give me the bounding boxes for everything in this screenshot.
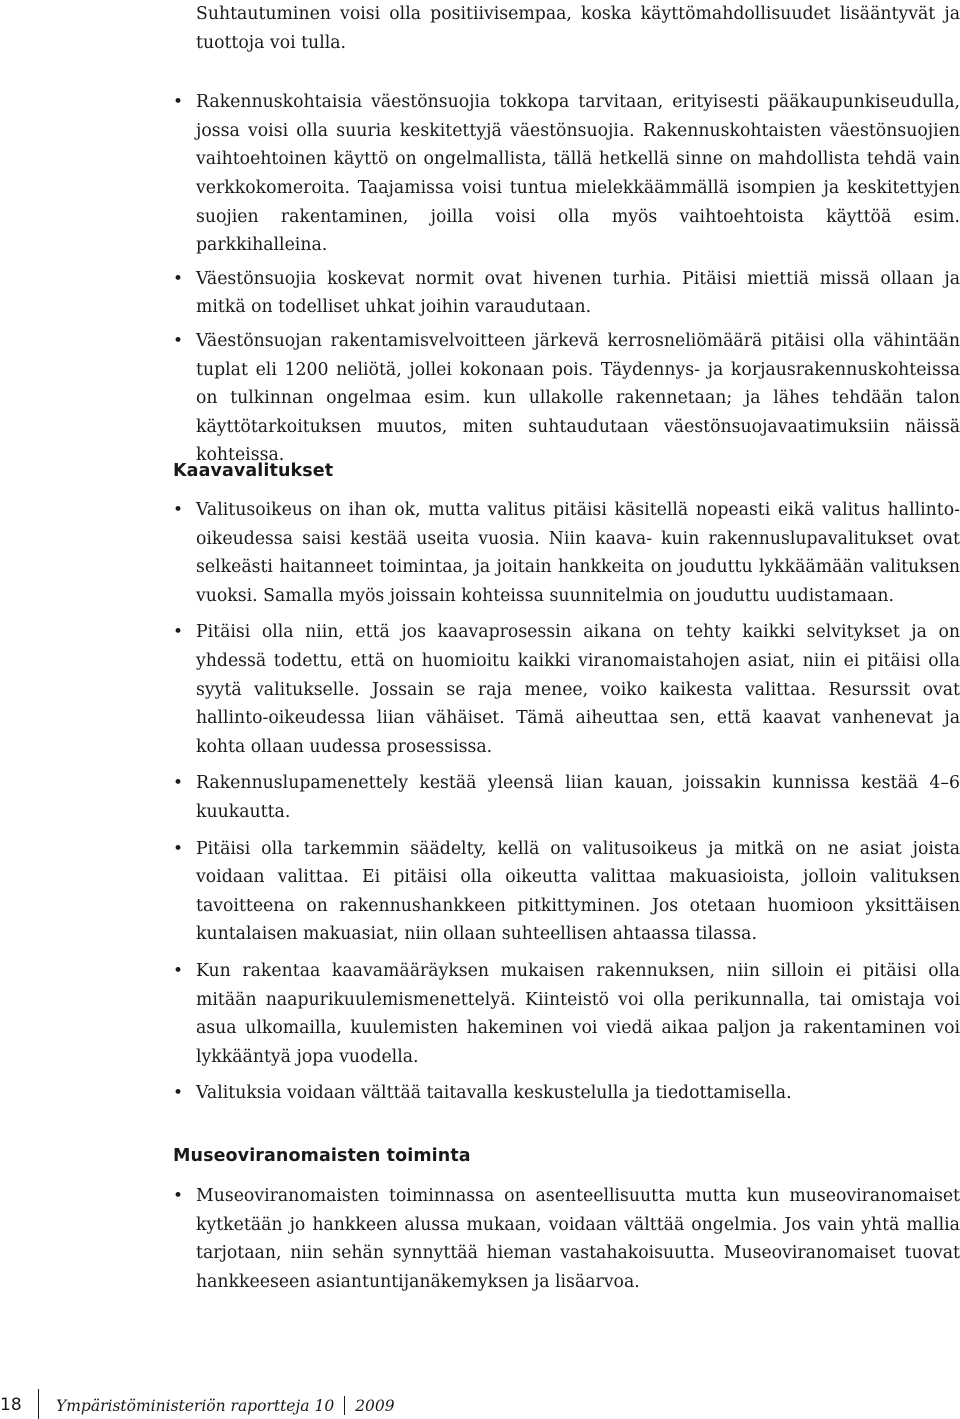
footer-divider: [38, 1389, 39, 1419]
main-content: [173, 0, 960, 1292]
bullet-icon: •: [173, 1083, 184, 1104]
list-item-text: Väestönsuojia koskevat normit ovat hivenen turhia. Pitäisi miettiä missä ollaan ja mitkä on todelliset uhkat joihin varaudutaan.: [196, 268, 960, 318]
series-year: 2009: [355, 1397, 395, 1415]
list-item: [173, 957, 960, 1071]
list-item-text: Rakennuskohtaisia väestönsuojia tokkopa tarvitaan, erityisesti pääkaupunkiseudulla, jossa voisi olla suuria keskitettyjä väestönsuojia. Rakennuskohtaisten väestönsuojien vaihtoehtoinen käyttö on ongelmallista, tällä hetkellä sinne on mahdollista tehdä vain verkkokomeroita. Taajamissa voisi tuntua mielekkäämmällä isompien ja keskitettyjen suojien rakentaminen, joilla voisi olla myös vaihtoehtoista käyttöä esim. parkkihalleina.: [196, 92, 960, 256]
list-item-text: Valitusoikeus on ihan ok, mutta valitus pitäisi käsitellä nopeasti eikä valitus hallinto-oikeudessa saisi kestää useita vuosia. Niin kaava- kuin rakennuslupavalitukset ovat selkeästi haitanneet toimintaa, ja joitain hankkeita on jouduttu lykkäämään valituksen vuoksi. Samalla myös joissain kohteissa suunnitelmia on jouduttu uudistamaan.: [196, 500, 960, 606]
section-heading-kaavavalitukset: Kaavavalitukset: [173, 461, 334, 481]
list-item-text: Väestönsuojan rakentamisvelvoitteen järkevä kerrosneliömäärä pitäisi olla vähintään tuplat eli 1200 neliötä, jollei kokonaan pois. Täydennys- ja korjausrakennuskohteissa on tulkinnan ongelmaa esim. kun ullakolle rakennetaan; ja lähes tehdään talon käyttötarkoituksen muutos, miten suhtaudutaan väestönsuojavaatimuksiin näissä kohteissa.: [196, 330, 960, 466]
list-item-text: Valituksia voidaan välttää taitavalla keskustelulla ja tiedottamisella.: [196, 1083, 792, 1104]
list-item: [173, 1079, 960, 1108]
list-item-text: Pitäisi olla niin, että jos kaavaprosessin aikana on tehty kaikki selvitykset ja on yhdessä todettu, että on huomioitu kaikki viranomaistahojen asiat, niin ei pitäisi olla syytä valitukselle. Jossain se raja menee, voiko kaikesta valittaa. Resurssit ovat hallinto-oikeudessa liian vähäiset. Tämä aiheuttaa sen, että kaavat vanhenevat ja kohta ollaan uudessa prosessissa.: [196, 622, 960, 757]
series-title-text: Ympäristöministeriön raportteja 10: [56, 1397, 335, 1415]
bullet-icon: •: [173, 330, 184, 351]
footer-series-title: [56, 1396, 395, 1416]
bullet-icon: •: [173, 622, 184, 643]
list-item-text: Pitäisi olla tarkemmin säädelty, kellä on valitusoikeus ja mitkä on ne asiat joista voidaan valittaa. Ei pitäisi olla oikeutta valittaa makuasioista, jolloin valituksen tavoitteena on rakennushankkeen pitkittyminen. Jos otetaan huomioon yksittäisen kuntalaisen makuasiat, niin ollaan suhteellisen ahtaassa tilassa.: [196, 838, 960, 945]
bullet-icon: •: [173, 268, 184, 289]
continuation-paragraph: Suhtautuminen voisi olla positiivisempaa, koska käyttömahdollisuudet lisääntyvät ja tuottoja voi tulla.: [196, 4, 960, 53]
civil-defence-list: [173, 88, 960, 470]
list-item: [173, 496, 960, 610]
list-item: [173, 618, 960, 761]
list-item-text: Rakennuslupamenettely kestää yleensä liian kauan, joissakin kunnissa kestää 4–6 kuukautta.: [196, 773, 960, 822]
bullet-icon: •: [173, 1186, 184, 1206]
list-item: [173, 265, 960, 322]
list-item-text: Kun rakentaa kaavamääräyksen mukaisen rakennuksen, niin silloin ei pitäisi olla mitään naapurikuulemismenettelyä. Kiinteistö voi olla perikunnalla, tai omistaja voi asua ulkomailla, kuulemisten hakeminen voi viedä aikaa paljon ja rakentaminen voi lykkääntyä jopa vuodella.: [196, 960, 960, 1067]
museum-authorities-list: [173, 1182, 960, 1296]
bullet-icon: •: [173, 92, 184, 113]
zoning-appeals-list: [173, 496, 960, 1108]
bullet-icon: •: [173, 960, 184, 981]
list-item-text: Museoviranomaisten toiminnassa on asenteellisuutta mutta kun museoviranomaiset kytketään jo hankkeen alussa mukaan, voidaan välttää ongelmia. Jos vain yhtä mallia tarjotaan, niin sehän synnyttää hieman vastahakoisuutta. Museoviranomaiset tuovat hankkeeseen asiantuntijanäkemyksen ja lisäarvoa.: [196, 1186, 960, 1292]
bullet-icon: •: [173, 838, 184, 859]
page-number: 18: [0, 1395, 22, 1415]
page-footer: [0, 1389, 400, 1419]
bullet-icon: •: [173, 500, 184, 520]
section-heading-museoviranomaiset: Museoviranomaisten toiminta: [173, 1146, 471, 1166]
list-item: [173, 835, 960, 949]
list-item: [173, 88, 960, 260]
list-item: [173, 769, 960, 826]
list-item: [173, 1182, 960, 1296]
footer-separator: [344, 1396, 345, 1415]
list-item: [173, 327, 960, 470]
bullet-icon: •: [173, 773, 184, 794]
